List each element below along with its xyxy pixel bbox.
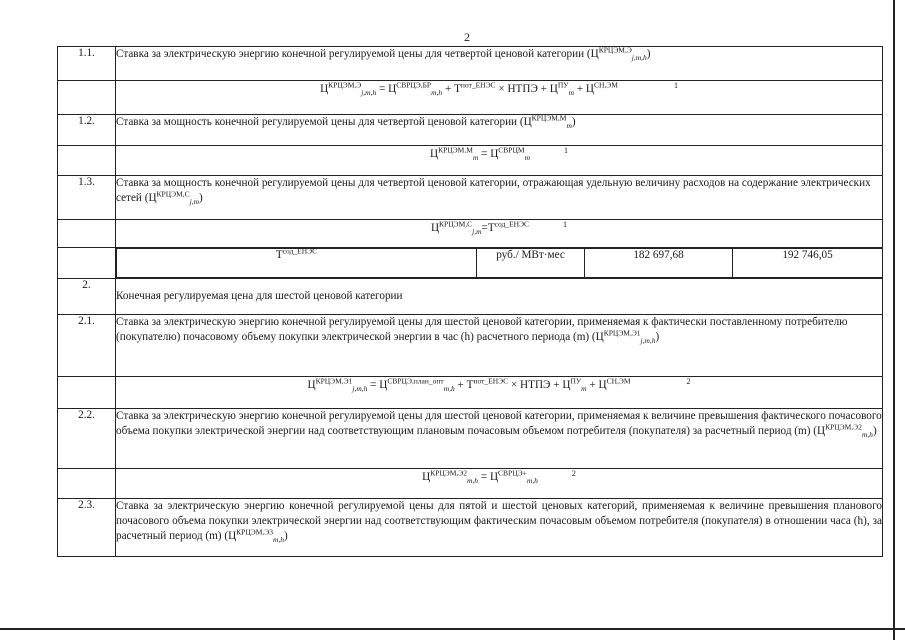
table-row (58, 315, 883, 377)
formula: $Ц^{КРЦЭМ,Э}_{j,m,h} = Ц^{СВРЦЭ,БР}_{m,h} + Т^{пот\_ЕНЭС}$ × НТПЭ + $Ц^{ПУ}_m + Ц^{СН,ЭМ}$ 1 (116, 81, 883, 115)
row-number: 2.2. (58, 409, 116, 469)
value-cell-1: 182 697,68 (585, 249, 733, 278)
row-description: Конечная регулируемая цена для шестой ценовой категории (116, 279, 883, 315)
row-description: Ставка за мощность конечной регулируемой цены для четвертой ценовой категории $(Ц^{КРЦЭМ,М}_m)$ (116, 115, 883, 146)
footnote-mark: 2 (686, 377, 691, 386)
row-number: 2.3. (58, 499, 116, 557)
tariff-table (57, 46, 883, 557)
footnote-mark: 1 (673, 81, 678, 90)
page-number: 2 (464, 30, 470, 44)
footnote-mark: 1 (563, 220, 568, 229)
row-description: Ставка за мощность конечной регулируемой цены для четвертой ценовой категории, отражающая удельную величину расходов на содержание электрических сетей $(Ц^{КРЦЭМ,С}_{j,m})$ (116, 176, 883, 220)
row-number: 2.1. (58, 315, 116, 377)
table-row (58, 115, 883, 146)
row-description: Ставка за электрическую энергию конечной регулируемой цены для шестой ценовой категории, применяемая к фактически поставленному потребителю (покупателю) почасовому объему покупки электрической энергии в час (h) расчетного периода (m) $(Ц^{КРЦЭМ,Э1}_{j,m,h})$ (116, 315, 883, 377)
formula-row (58, 220, 883, 248)
formula-row (58, 469, 883, 499)
unit-cell: руб./ МВт·мес (477, 249, 585, 278)
value-cell-2: 192 746,05 (733, 249, 883, 278)
page-right-edge (893, 0, 895, 640)
formula-row (58, 81, 883, 115)
table-row (58, 279, 883, 315)
formula: $Ц^{КРЦЭМ,С}_{j,m}=Т^{сод\_ЕНЭС}$ 1 (116, 220, 883, 248)
value-label: $Т^{сод\_ЕНЭС}$ (117, 249, 477, 278)
formula: $Ц^{КРЦЭМ,М}_m = Ц^{СВРЦМ}_m1$ (116, 146, 883, 176)
table-row (58, 176, 883, 220)
formula-row (58, 146, 883, 176)
row-description: Ставка за электрическую энергию конечной регулируемой цены для четвертой ценовой категории $(Ц^{КРЦЭМ,Э}_{j,m,h})$ (116, 47, 883, 81)
row-number: 2. (58, 279, 116, 315)
page-bottom-edge (0, 628, 905, 630)
table-row (58, 409, 883, 469)
formula: $Ц^{КРЦЭМ,Э1}_{j,m,h} = Ц^{СВРЦЭ,план\_опт}_{m,h} + Т^{пот\_ЕНЭС}$ × НТПЭ + $Ц^{ПУ}_m + Ц^{СН,ЭМ}$ 2 (116, 377, 883, 409)
footnote-mark: 2 (571, 469, 576, 478)
value-row (58, 248, 883, 279)
table-row (58, 499, 883, 557)
row-description: Ставка за электрическую энергию конечной регулируемой цены для шестой ценовой категории, применяемая к величине превышения фактического почасового объема покупки электрической энергии над соответствующим плановым почасовым объемом потребителя (покупателя) за расчетный период (m) $(Ц^{КРЦЭМ,Э2}_{m,h})$ (116, 409, 883, 469)
row-number: 1.3. (58, 176, 116, 220)
table-row (58, 47, 883, 81)
formula-row (58, 377, 883, 409)
row-number: 1.1. (58, 47, 116, 81)
row-number: 1.2. (58, 115, 116, 146)
footnote-mark: 1 (563, 146, 568, 155)
row-description: Ставка за электрическую энергию конечной регулируемой цены для пятой и шестой ценовых категорий, применяемая к величине превышения планового почасового объема покупки электрической энергии над соответствующим фактическим почасовым объемом потребителя (покупателя) в отношении часа (h), за расчетный период (m) $(Ц^{КРЦЭМ,Э3}_{m,h})$ (116, 499, 883, 557)
formula: $Ц^{КРЦЭМ,Э2}_{m,h} = Ц^{СВРЦЭ+}_{m,h}2$ (116, 469, 883, 499)
